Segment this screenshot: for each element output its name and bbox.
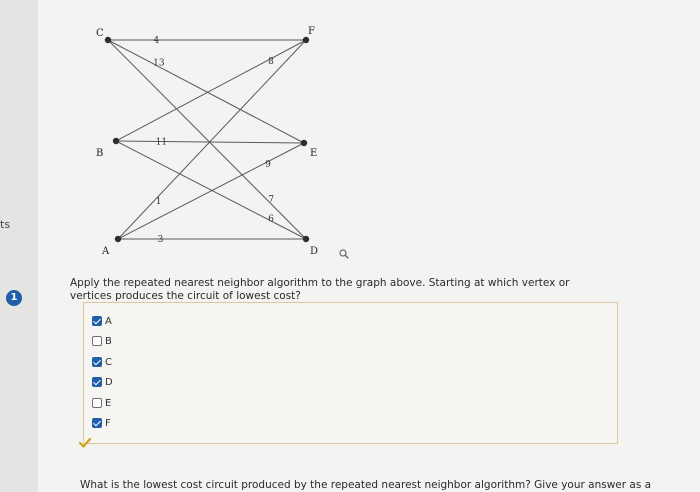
graph-vertex-B xyxy=(113,138,119,144)
edge-weight-B-D: 6 xyxy=(268,214,274,225)
vertex-label-C: C xyxy=(96,28,104,39)
graph-edge-B-D xyxy=(116,141,306,239)
option-e[interactable] xyxy=(92,397,111,409)
edge-weight-A-F: 1 xyxy=(155,197,162,208)
option-label: A xyxy=(105,315,112,327)
vertex-label-B: B xyxy=(96,148,104,159)
option-label: B xyxy=(105,335,112,347)
graph-edge-A-F xyxy=(118,40,306,239)
option-c[interactable] xyxy=(92,356,112,368)
edge-weight-C-E: 13 xyxy=(153,58,165,69)
checkbox-f[interactable] xyxy=(92,418,102,428)
question-content xyxy=(38,0,700,492)
left-margin-strip xyxy=(0,0,38,492)
edge-weight-B-F: 8 xyxy=(268,57,274,68)
checkmark-icon xyxy=(79,437,91,449)
vertex-label-A: A xyxy=(102,246,110,257)
zoom-in-icon[interactable] xyxy=(339,249,349,259)
graph-vertex-A xyxy=(115,236,121,242)
question-number-badge: 1 xyxy=(6,290,22,306)
checkbox-a[interactable] xyxy=(92,316,102,326)
graph-edge-C-D xyxy=(108,40,306,239)
vertex-label-E: E xyxy=(310,148,318,159)
graph-figure xyxy=(38,0,700,270)
checkbox-b[interactable] xyxy=(92,336,102,346)
edge-weight-B-E: 11 xyxy=(155,137,168,148)
vertex-label-D: D xyxy=(310,246,319,257)
side-label: ts xyxy=(0,218,11,231)
checkbox-d[interactable] xyxy=(92,377,102,387)
edge-weight-C-F: 4 xyxy=(153,36,160,46)
checkbox-e[interactable] xyxy=(92,398,102,408)
option-d[interactable] xyxy=(92,376,113,388)
graph-vertex-E xyxy=(301,140,307,146)
graph-edge-C-E xyxy=(108,40,304,143)
graph-edge-B-F xyxy=(116,40,306,141)
answer-box xyxy=(83,302,618,444)
edge-weight-A-D: 3 xyxy=(157,235,164,245)
option-b[interactable] xyxy=(92,335,112,347)
edge-weight-C-D: 7 xyxy=(268,195,275,206)
option-label: D xyxy=(105,376,113,388)
graph-edge-A-E xyxy=(118,143,304,239)
option-label: E xyxy=(105,397,112,409)
option-label: F xyxy=(105,417,111,429)
question-text: Apply the repeated nearest neighbor algorithm to the graph above. Starting at which vertex or vertices produces the circuit of lowest cost? xyxy=(70,277,570,302)
next-question-text: What is the lowest cost circuit produced by the repeated nearest neighbor algorithm? Give your answer as a xyxy=(80,479,652,491)
graph-vertex-C xyxy=(105,37,111,43)
option-a[interactable] xyxy=(92,315,112,327)
graph-vertex-F xyxy=(303,37,309,43)
edge-weight-A-E: 9 xyxy=(265,160,271,171)
checkbox-c[interactable] xyxy=(92,357,102,367)
vertex-label-F: F xyxy=(308,26,315,37)
option-f[interactable] xyxy=(92,417,111,429)
graph-vertex-D xyxy=(303,236,309,242)
option-label: C xyxy=(105,356,112,368)
